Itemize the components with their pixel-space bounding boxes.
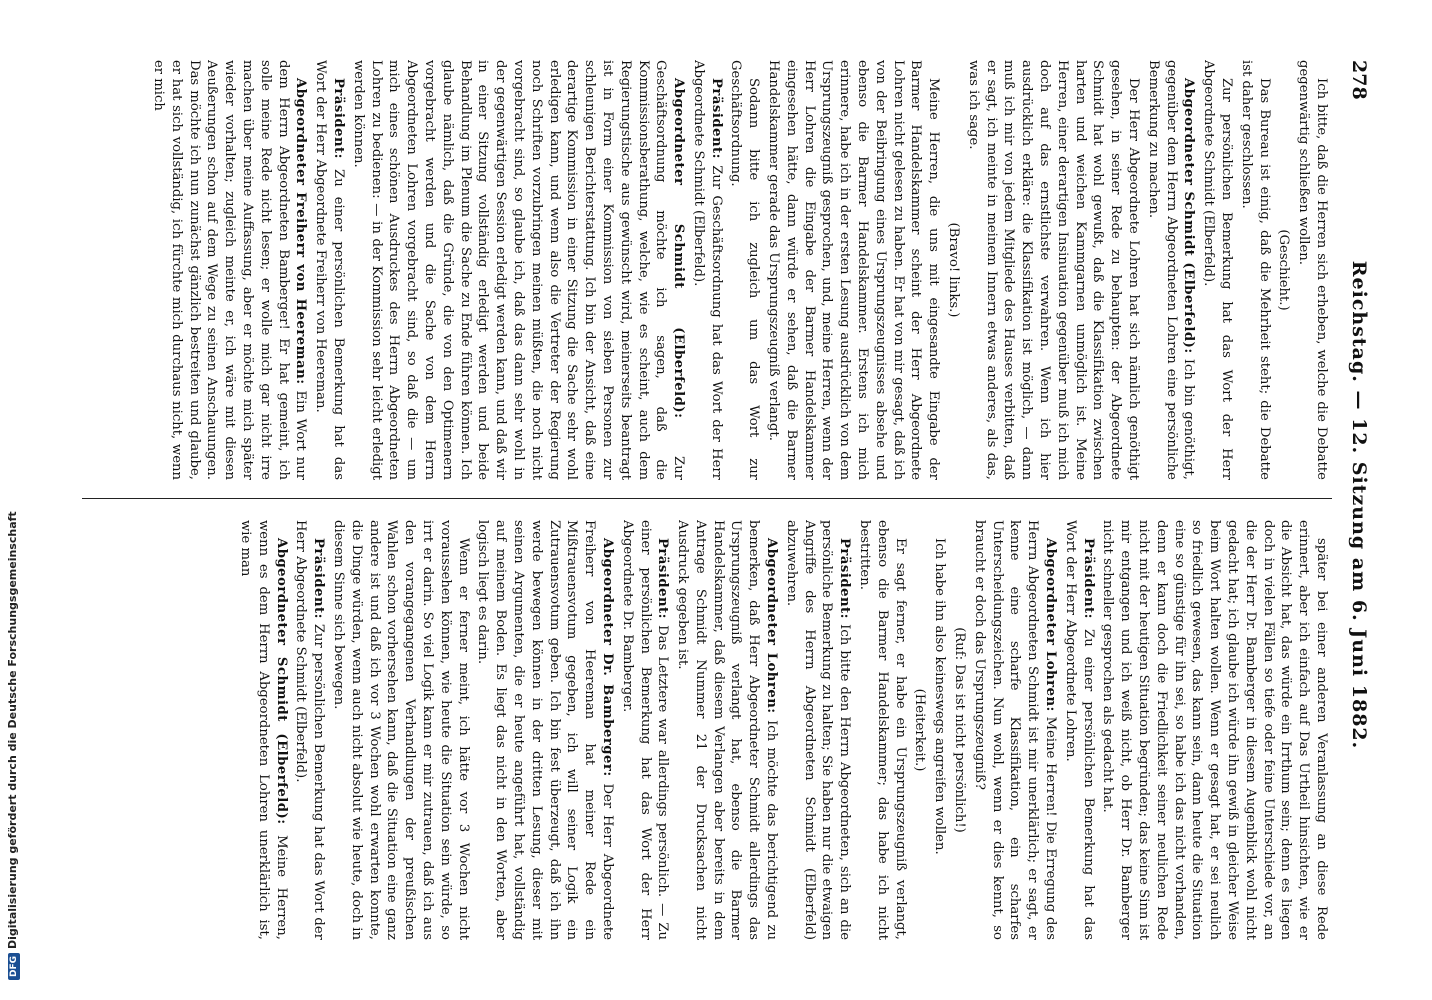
- paragraph-text: Das Bureau ist einig, daß die Mehrheit steht; die Debatte ist daher geschlossen.: [1238, 60, 1272, 480]
- stage-direction: [944, 60, 962, 480]
- paragraph-text: Er sagt ferner, er habe ein Ursprungszeugniß verlangt, ebenso die Barmer Handelskammer; das habe ich nicht bestritten.: [857, 520, 908, 940]
- paragraph-text: Meine Herren, die uns mit eingesandte Eingabe der Barmer Handelskammer scheint der Herr Abgeordnete Lohren nicht gelesen zu haben. Er hat von mir gesagt, daß ich von der Beibringung eines Ursprungszeugnisses absehe und ebenso die Barmer Handelskammer. Erstens ich mich erinnere, habe ich in der ersten Lesung ausdrücklich von dem Ursprungszeugniß gesprochen, und, meine Herren, wenn der Herr Lohren die Eingabe der Barmer Handelskammer eingesehen hätte, dann würde er sehen, daß die Barmer Handelskammer gerade das Ursprungszeugniß verlangt.: [766, 60, 942, 480]
- paragraph-text: Meine Herren! Die Erregung des Herrn Abgeordneten Schmidt ist mir unerklärlich; er sagt, er kenne eine scharfe Klassifikation, ein scharfes Unterscheidungszeichen. Nun wohl, wenn er dies kennt, so braucht er doch das Ursprungszeugniß?: [971, 520, 1059, 940]
- paragraph-text: Zu einer persönlichen Bemerkung hat das Wort der Herr Abgeordnete Freiherr von Heereman.: [313, 60, 346, 480]
- paragraph: [1099, 520, 1330, 940]
- column-divider: [82, 498, 1332, 499]
- paragraph: [1237, 60, 1273, 480]
- dfg-logo: DFG: [8, 953, 20, 980]
- speaker-name: Abgeordneter Freiherr von Heereman:: [293, 78, 309, 385]
- speaker-name: Präsident:: [837, 538, 853, 620]
- paragraph: [727, 60, 763, 480]
- paragraph-text: Das Letztere war allerdings persönlich. — Zu einer persönlichen Bemerkung hat das Wort der Herr Abgeordnete Dr. Bamberger.: [619, 520, 671, 940]
- speaker-name: Abgeordneter Lohren:: [1043, 538, 1059, 712]
- paragraph: [1061, 520, 1097, 940]
- stage-direction: [1275, 60, 1293, 480]
- paragraph-text: (Heiterkeit.): [912, 688, 928, 772]
- speaker-name: Abgeordneter Schmidt (Elberfeld):: [273, 538, 289, 825]
- footer-strip: [6, 511, 30, 980]
- rotated-page-content: [40, 0, 1380, 1000]
- paragraph-text: Ich bitte, daß die Herren sich erheben, welche die Debatte gegenwärtig schließen wollen.: [1296, 60, 1329, 480]
- page-number: 278: [1348, 60, 1370, 100]
- paragraph-text: Der Herr Abgeordnete Lohren hat sich nämlich genöthigt gesehen, in seiner Rede zu behaupten: der Abgeordnete Schmidt hat wohl gewußt, daß die Klassifikation zwischen harten und weichen Kammgarnen unmöglich ist. Meine Herren, einer derartigen Insinuation gegenüber muß ich mich doch auf das ernstlichste verwahren. Wenn ich hier ausdrücklich erkläre: die Klassifikation ist möglich, — dann muß ich mir von jedem Mitgliede des Hauses verbitten, daß er sagt, ich meinte in meinem Innern etwas anderes, als das, was ich sage.: [965, 60, 1142, 480]
- paragraph-text: Ich bin genöthigt, gegenüber dem Herrn Abgeordneten Lohren eine persönliche Bemerkung zu machen.: [1145, 60, 1197, 480]
- speaker-name: Präsident:: [330, 78, 346, 160]
- speaker-name: Präsident:: [655, 538, 671, 620]
- paragraph-text: Meine Herren, wenn es dem Herrn Abgeordneten Lohren unerklärlich ist, wie man: [237, 520, 289, 940]
- paragraph: [970, 520, 1059, 940]
- paragraph: [349, 60, 687, 480]
- paragraph: [782, 520, 853, 940]
- speaker-name: Abgeordneter Schmidt (Elberfeld):: [671, 78, 687, 419]
- speaker-name: Abgeordneter Schmidt (Elberfeld):: [1181, 78, 1197, 354]
- paragraph: [673, 520, 780, 940]
- speaker-name: Präsident:: [311, 538, 327, 620]
- paragraph: [1294, 60, 1330, 480]
- paragraph: [855, 520, 908, 940]
- paragraph: [149, 60, 309, 480]
- paragraph-text: (Geschieht.): [1276, 229, 1292, 311]
- paragraph: [1144, 60, 1197, 480]
- paragraph-text: Ein Wort nur dem Herrn Abgeordneten Bamberger! Er hat gemeint, ich solle meine Rede nicht lesen; er wolle mich gar nicht irre machen über meine Auffassung, aber er möchte mich später wieder vorhalten; zugleich meinte er, ich wäre mit diesen Aeußerungen schon auf dem Wege zu seinen Anschauungen. Das möchte ich nun zunächst gänzlich bestreiten und glaube, er hat sich vollständig, ich fürchte mich durchaus nicht, wenn er mich: [151, 60, 309, 480]
- stage-direction: [950, 520, 968, 940]
- paragraph: [689, 60, 725, 480]
- paragraph-text: später bei einer anderen Veranlassung an diese Rede erinnert, aber ich einfach auf Das Urtheil hinsichten, wie er die Absicht hat, das würde ein Irrthum sein; denn es liegen doch in vielen Fällen so tiefe oder feine Unterschiede vor, an die der Herr Dr. Bamberger in diesem Augenblick wohl nicht gedacht hat; ich glaube ich würde ihn gewiß in gleicher Weise beim Wort halten wollen. Wenn er gesagt hat, er sei neulich so friedlich gewesen, das kann sein, dann heute die Situation eine so günstige für ihn sei, so habe ich das nicht vorhanden, denn er kann doch die Friedlichkeit seiner neulichen Rede nicht mit der heutigen Situation begründen; das keine Sinn ist mir entgangen und ich weiß nicht, ob Herr Dr. Bamberger nicht schneller gesprochen als gedacht hat.: [1100, 520, 1329, 940]
- footer-credit-text: Digitalisierung gefördert durch die Deutsche Forschungsgemeinschaft: [6, 511, 19, 949]
- paragraph-text: Zur Geschäftsordnung hat das Wort der Herr Abgeordnete Schmidt (Elberfeld).: [690, 60, 724, 480]
- paragraph: [1199, 60, 1235, 480]
- paragraph-text: Ich habe ihn also keineswegs angreifen wollen.: [932, 538, 948, 855]
- paragraph-text: (Bravo! links.): [946, 222, 962, 318]
- paragraph: [964, 60, 1142, 480]
- speaker-name: Abgeordneter Lohren:: [764, 538, 780, 714]
- session-title: Reichstag. — 12. Sitzung am 6. Juni 1882.: [1348, 260, 1370, 750]
- text-column-right: [90, 520, 1330, 940]
- speaker-name: Präsident:: [1080, 538, 1096, 620]
- footer-credit: [6, 511, 26, 980]
- stage-direction: [911, 520, 929, 940]
- paragraph-text: Sodann bitte ich zugleich um das Wort zur Geschäftsordnung.: [728, 60, 762, 480]
- paragraph-text: Ich möchte das berichtigend zu bemerken, daß Herr Abgeordneter Schmidt allerdings das Ursprungszeugniß verlangt hat, ebenso die Barmer Handelskammer, daß diesem Verlangen aber bereits in dem Antrage Schmidt Nummer 21 der Drucksachen nicht Ausdruck gegeben ist.: [675, 520, 780, 940]
- paragraph-text: Ich bitte den Herrn Abgeordneten, sich an die persönliche Bemerkung zu halten; Sie haben nur die etwaigen Angriffe des Herrn Abgeordneten Schmidt (Elberfeld) abzuwehren.: [783, 520, 853, 940]
- paragraph-text: Zur persönlichen Bemerkung hat das Wort der Herr Abgeordnete Schmidt (Elberfeld).: [1201, 60, 1235, 480]
- paragraph-text: Wenn er ferner meint, ich hätte vor 3 Wochen nicht voraussehen können, wie heute die Situation sein würde, so irrt er darin. So viel Logik kann er mir zutrauen, daß ich aus den vorangegangenen Verhandlungen der preußischen Wahlen schon vorhersehen kann, daß die Situation eine ganz andere ist und daß ich vor 3 Wochen wohl erwarten konnte, die Dinge würden, wenn auch nicht absolut wie heute, doch in diesem Sinne sich bewegen.: [330, 520, 471, 940]
- paragraph: [474, 520, 616, 940]
- running-head: [1340, 60, 1370, 950]
- paragraph-text: (Ruf: Das ist nicht persönlich!): [952, 627, 968, 833]
- speaker-name: Abgeordneter Dr. Bamberger:: [599, 538, 615, 777]
- text-column-left: [90, 60, 1330, 480]
- paragraph: [764, 60, 942, 480]
- paragraph: [292, 520, 328, 940]
- paragraph: [311, 60, 347, 480]
- paragraph: [930, 520, 948, 940]
- paragraph-text: Zu einer persönlichen Bemerkung hat das Wort der Herr Abgeordnete Lohren.: [1062, 520, 1096, 940]
- paragraph: [329, 520, 471, 940]
- paragraph-text: Der Herr Abgeordnete Freiherr von Heereman hat meiner Rede ein Mißtrauensvotum gegeben, ich will seiner Logik ein Zutrauensvotum geben. Ich bin fest überzeugt, daß ich ihn werde bewegen können in der dritten Lesung, dieser mit seinen Argumenten, die er heute angeführt hat, vollständig auf meinem Boden. Es liegt das nicht in den Worten, aber logisch liegt es darin.: [475, 520, 615, 940]
- paragraph-text: Zur persönlichen Bemerkung hat das Wort der Herr Abgeordnete Schmidt (Elberfeld).: [293, 520, 327, 940]
- paragraph-text: Zur Geschäftsordnung möchte ich sagen, daß die Kommissionsberathung, welche, wie es scheint, auch dem Regierungstische aus gewünscht wird, meinerseits beantragt ist in Form einer Kommission von sieben Personen zur schleunigen Berichterstattung. Ich bin der Ansicht, daß eine derartige Kommission in einer Sitzung die Sache sehr wohl erledigen kann, und wenn also die Vertreter der Regierung noch Schriften vorzubringen meinen müßten, die noch nicht vorgebracht sind, so glaube ich, daß das dann sehr wohl in der gegenwärtigen Session erledigt werden kann, und daß wir in einer Sitzung vollständig erledigt werden und beide Behandlung im Plenum die Sache zu Ende führen können. Ich glaube nämlich, daß die Gründe, die von den Optimenern vorgebracht werden und die Sache von dem Herrn Abgeordneten Lohren vorgebracht sind, so daß die — um mich eines schönen Ausdruckes des Herrn Abgeordneten Lohren zu bedienen: — in der Kommission sehr leicht erledigt werden können.: [350, 60, 687, 480]
- paragraph: [236, 520, 289, 940]
- speaker-name: Präsident:: [708, 78, 724, 160]
- paragraph: [618, 520, 671, 940]
